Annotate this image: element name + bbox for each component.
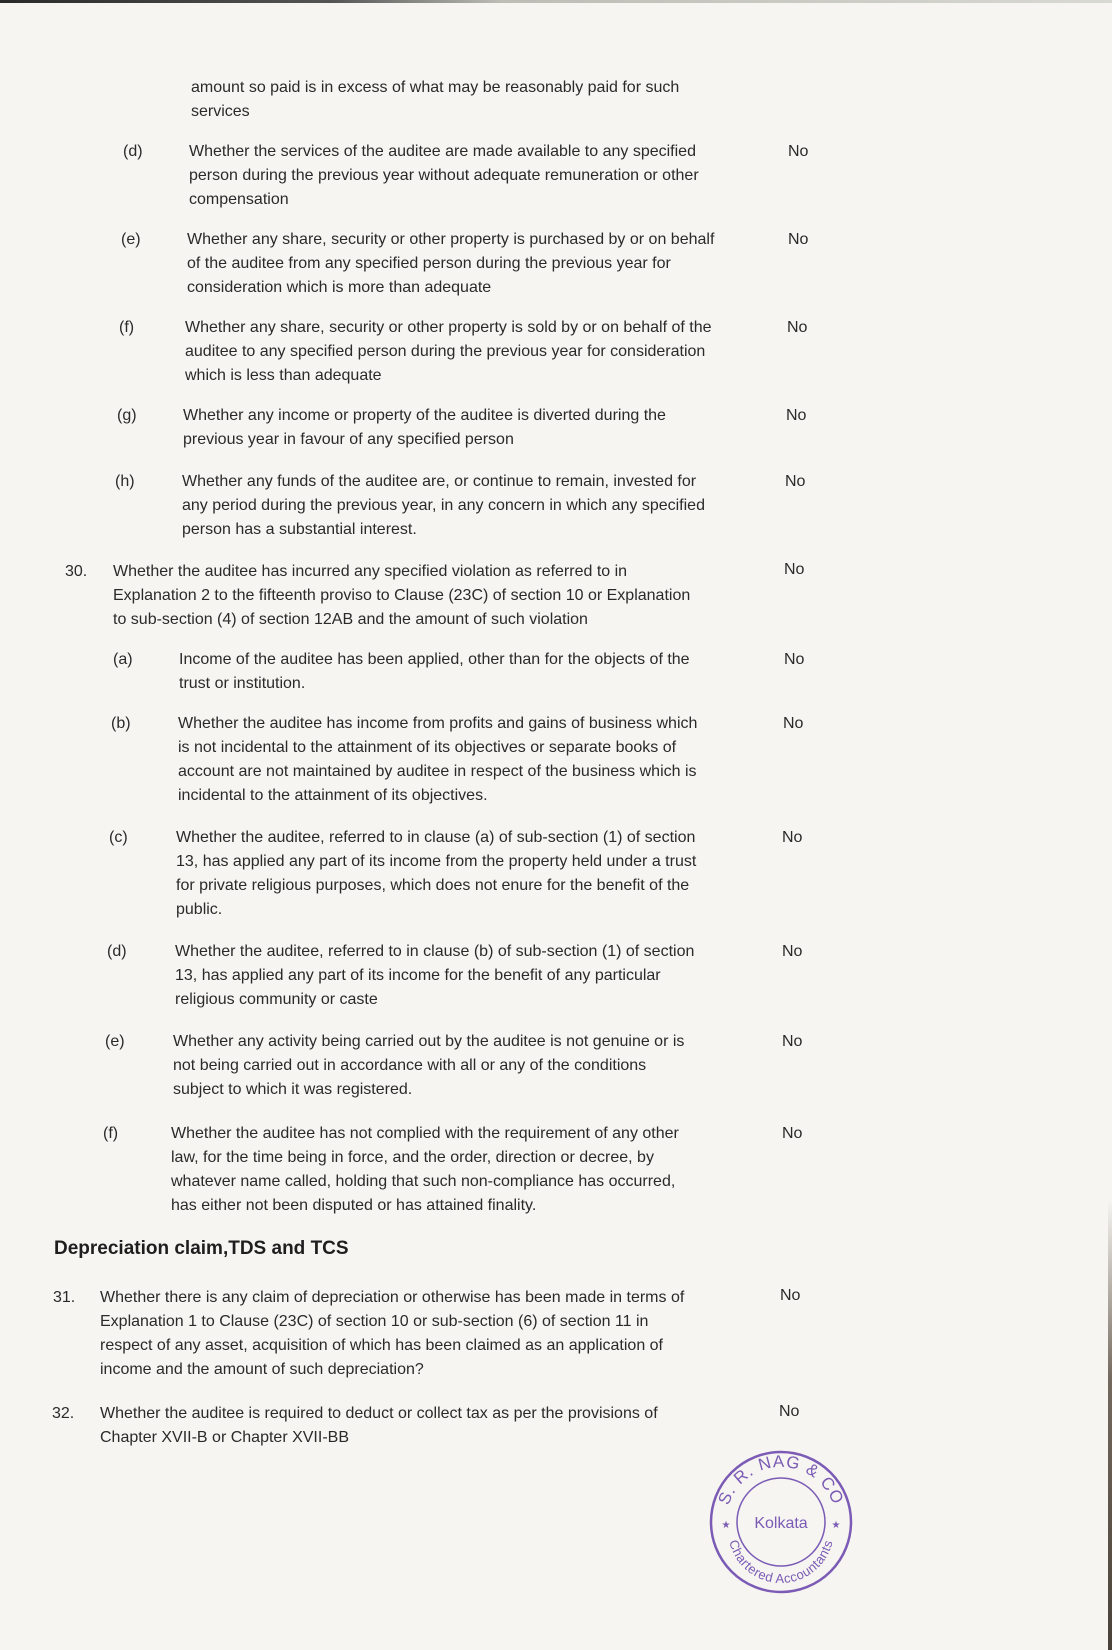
- stamp-bottom-text: Chartered Accountants: [726, 1537, 836, 1587]
- text-line: Whether any activity being carried out by the auditee is not genuine or is: [173, 1033, 685, 1050]
- stamp-top-text: S. R. NAG & CO: [714, 1451, 848, 1508]
- text-line: income and the amount of such depreciation?: [100, 1361, 424, 1378]
- answer-value: No: [782, 943, 803, 960]
- svg-text:Chartered Accountants: [726, 1538, 836, 1586]
- text-line: Whether the auditee, referred to in clause (a) of sub-section (1) of section: [176, 829, 696, 846]
- item-label: (h): [115, 473, 135, 490]
- text-line: Whether there is any claim of depreciation or otherwise has been made in terms of: [100, 1289, 685, 1306]
- text-line: 13, has applied any part of its income for the benefit of any particular: [175, 967, 661, 984]
- text-line: services: [191, 103, 250, 120]
- firm-stamp: [706, 1444, 856, 1594]
- text-line: compensation: [189, 191, 289, 208]
- text-line: public.: [176, 901, 223, 918]
- text-line: Whether the auditee has income from profits and gains of business which: [178, 715, 698, 732]
- stamp-star-left: ★: [721, 1520, 731, 1531]
- text-line: Explanation 1 to Clause (23C) of section 10 or sub-section (6) of section 11 in: [100, 1313, 649, 1330]
- item-label: (f): [103, 1125, 119, 1142]
- item-label: (a): [113, 651, 133, 668]
- answer-value: No: [784, 651, 805, 668]
- answer-value: No: [782, 1125, 803, 1142]
- text-line: consideration which is more than adequate: [187, 279, 492, 296]
- text-line: Whether any share, security or other property is sold by or on behalf of the: [185, 319, 712, 336]
- stamp-center-text: Kolkata: [754, 1515, 808, 1532]
- text-line: subject to which it was registered.: [173, 1081, 413, 1098]
- text-line: Income of the auditee has been applied, other than for the objects of the: [179, 651, 690, 668]
- answer-value: No: [787, 319, 808, 336]
- text-line: Whether any income or property of the auditee is diverted during the: [183, 407, 666, 424]
- text-line: Whether the auditee has not complied with the requirement of any other: [171, 1125, 679, 1142]
- text-line: to sub-section (4) of section 12AB and the amount of such violation: [113, 611, 588, 628]
- svg-text:S. R. NAG & CO: [714, 1452, 847, 1508]
- text-line: Whether any share, security or other property is purchased by or on behalf: [187, 231, 715, 248]
- item-label: (d): [123, 143, 143, 160]
- item-label: (d): [107, 943, 127, 960]
- text-line: account are not maintained by auditee in respect of the business which is: [178, 763, 697, 780]
- text-line: Whether the auditee has incurred any specified violation as referred to in: [113, 563, 628, 580]
- answer-value: No: [783, 715, 804, 732]
- answer-value: No: [784, 561, 805, 578]
- page-top-edge: [0, 0, 1112, 3]
- text-line: Whether any funds of the auditee are, or continue to remain, invested for: [182, 473, 697, 490]
- answer-value: No: [779, 1403, 800, 1420]
- item-label: (g): [117, 407, 137, 424]
- text-line: incidental to the attainment of its objectives.: [178, 787, 488, 804]
- item-number: 32.: [52, 1405, 75, 1422]
- text-line: has either not been disputed or has attained finality.: [171, 1197, 537, 1214]
- text-line: Whether the auditee is required to deduct or collect tax as per the provisions of: [100, 1405, 658, 1422]
- text-line: of the auditee from any specified person during the previous year for: [187, 255, 671, 272]
- answer-value: No: [785, 473, 806, 490]
- text-line: Explanation 2 to the fifteenth proviso to Clause (23C) of section 10 or Explanation: [113, 587, 691, 604]
- page-right-edge-shadow: [1108, 1200, 1112, 1650]
- item-label: (e): [121, 231, 141, 248]
- text-line: person has a substantial interest.: [182, 521, 417, 538]
- text-line: religious community or caste: [175, 991, 378, 1008]
- text-line: Whether the auditee, referred to in clause (b) of sub-section (1) of section: [175, 943, 695, 960]
- item-label: (b): [111, 715, 131, 732]
- answer-value: No: [788, 143, 809, 160]
- text-line: trust or institution.: [179, 675, 306, 692]
- text-line: auditee to any specified person during the previous year for consideration: [185, 343, 706, 360]
- text-line: previous year in favour of any specified person: [183, 431, 514, 448]
- stamp-seal: [706, 1444, 856, 1594]
- text-line: whatever name called, holding that such non-compliance has occurred,: [171, 1173, 676, 1190]
- text-line: is not incidental to the attainment of its objectives or separate books of: [178, 739, 677, 756]
- answer-value: No: [786, 407, 807, 424]
- item-label: (f): [119, 319, 135, 336]
- text-line: not being carried out in accordance with all or any of the conditions: [173, 1057, 647, 1074]
- text-line: respect of any asset, acquisition of which has been claimed as an application of: [100, 1337, 663, 1354]
- item-label: (c): [109, 829, 128, 846]
- text-line: law, for the time being in force, and the order, direction or decree, by: [171, 1149, 654, 1166]
- item-number: 31.: [53, 1289, 76, 1306]
- answer-value: No: [782, 1033, 803, 1050]
- text-line: for private religious purposes, which does not enure for the benefit of the: [176, 877, 690, 894]
- text-line: which is less than adequate: [185, 367, 382, 384]
- stamp-star-right: ★: [831, 1520, 841, 1531]
- item-number: 30.: [65, 563, 88, 580]
- text-line: Chapter XVII-B or Chapter XVII-BB: [100, 1429, 349, 1446]
- text-line: any period during the previous year, in any concern in which any specified: [182, 497, 705, 514]
- section-heading: Depreciation claim,TDS and TCS: [54, 1238, 349, 1259]
- text-line: Whether the services of the auditee are made available to any specified: [189, 143, 696, 160]
- answer-value: No: [788, 231, 809, 248]
- text-line: person during the previous year without adequate remuneration or other: [189, 167, 699, 184]
- answer-value: No: [780, 1287, 801, 1304]
- item-label: (e): [105, 1033, 125, 1050]
- answer-value: No: [782, 829, 803, 846]
- text-line: 13, has applied any part of its income from the property held under a trust: [176, 853, 697, 870]
- text-line: amount so paid is in excess of what may be reasonably paid for such: [191, 79, 680, 96]
